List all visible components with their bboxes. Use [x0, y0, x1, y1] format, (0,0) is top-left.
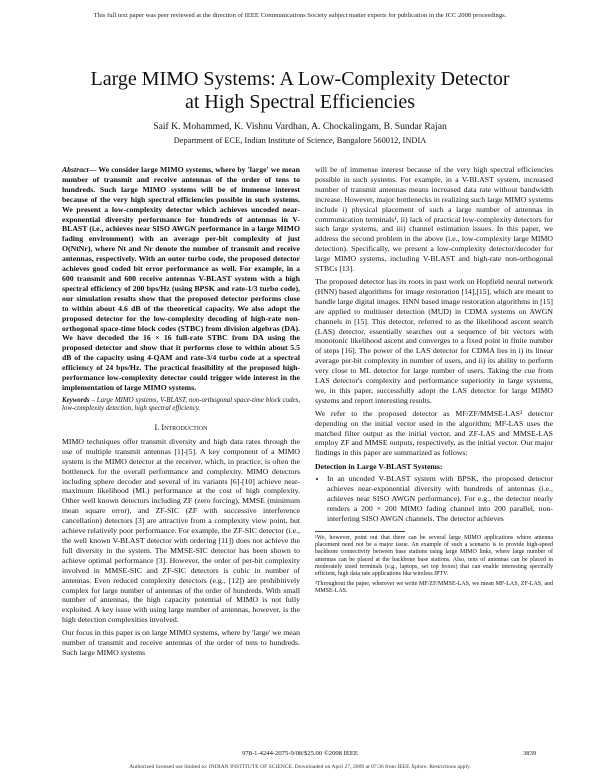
- right-paragraph-3: We refer to the proposed detector as MF/ZF/MMSE-LAS² detector depending on the initial vector used in the algorithm; MF-LAS uses the matched filter output as the initial vector, and ZF-LAS and MMSE-LAS employ ZF and MMSE outputs, respectively, as the initial vector. Our major findings in this paper are summarized as follows:: [315, 408, 553, 458]
- findings-list: [315, 474, 553, 524]
- keywords-label: Keywords: [62, 396, 90, 404]
- paper-title: [0, 68, 600, 114]
- subsection-heading: Detection in Large V-BLAST Systems:: [315, 462, 443, 472]
- right-column: [315, 165, 553, 597]
- left-column: [62, 165, 300, 661]
- abstract-lead: Abstract: [62, 165, 89, 174]
- abstract: [62, 165, 300, 393]
- authorization-note: Authorized licensed use limited to: INDIAN INSTITUTE OF SCIENCE. Downloaded on April 27, 2009 at 07:36 from IEEE Xplore. Restrictions apply.: [129, 764, 471, 770]
- footnote-1: ¹We, however, point out that there can be several large MIMO applications where antenna placement need not be a major issue. An example of such a scenario is to provide high-speed backbone connectivity between base stations using large MIMO links, where large number of antennas can be placed at the backbone base stations. Also, tens of antennas can be placed in moderately sized terminals (e.g., laptops, set top boxes) that can enable interesting spectrally efficient, high data rate applications like wireless IPTV.: [315, 534, 553, 578]
- title-line-1: Large MIMO Systems: A Low-Complexity Detector: [90, 68, 510, 90]
- page-number: 3839: [523, 750, 537, 757]
- keywords-text: – Large MIMO systems, V-BLAST, non-orthogonal space-time block codes, low-complexity detection, high spectral efficiency.: [62, 396, 300, 413]
- intro-paragraph-2: Our focus in this paper is on large MIMO systems, where by 'large' we mean number of transmit and receive antennas of the order of tens to hundreds. Such large MIMO systems: [62, 628, 300, 657]
- title-line-2: at High Spectral Efficiencies: [184, 91, 416, 113]
- author-list: Saif K. Mohammed, K. Vishnu Vardhan, A. Chockalingam, B. Sundar Rajan: [153, 121, 447, 132]
- copyright-id: 978-1-4244-2075-9/08/$25.00 ©2008 IEEE: [242, 750, 358, 757]
- affiliation: Department of ECE, Indian Institute of Science, Bangalore 560012, INDIA: [173, 136, 427, 145]
- footnote-2: ²Throughout the paper, wherever we write MF/ZF/MMSE-LAS, we mean MF-LAS, ZF-LAS, and MMSE-LAS.: [315, 580, 553, 594]
- right-paragraph-1: will be of immense interest because of the very high spectral efficiencies possible in such systems. For example, in a V-BLAST system, increased number of transmit antennas means increased data rate without bandwidth increase. However, major bottlenecks in realizing such large MIMO systems include i) physical placement of such a large number of antennas in communication terminals¹, ii) lack of practical low-complexity detectors for such large systems, and iii) channel estimation issues. In this paper, we address the second problem in the above (i.e., low-complexity large MIMO detection). Specifically, we present a low-complexity detector/decoder for large MIMO systems, including V-BLAST and high-rate non-orthogonal STBCs [13].: [315, 165, 553, 274]
- keywords: [62, 397, 300, 414]
- abstract-text: — We consider large MIMO systems, where by 'large' we mean number of transmit and receive antennas of the order of tens to hundreds. Such large MIMO systems will be of immense interest because of the very high spectral efficiencies possible in such systems. We present a low-complexity detector which achieves uncoded near-exponential diversity performance for hundreds of antennas in V-BLAST (i.e., achieves near SISO AWGN performance in a large MIMO fading environment) with an average per-bit complexity of just O(NtNr), where Nt and Nr denote the number of transmit and receive antennas, respectively. With an outer turbo code, the proposed detector achieves good coded bit error performance as well. For example, in a 600 transmit and 600 receive antennas V-BLAST system with a high spectral efficiency of 200 bps/Hz (using BPSK and rate-1/3 turbo code), our simulation results show that the proposed detector performs close to within about 4.6 dB of the theoretical capacity. We also adopt the proposed detector for the low-complexity decoding of high-rate non-orthogonal space-time block codes (STBC) from division algebras (DA). We have decoded the 16 × 16 full-rate STBC from DA using the proposed detector and show that it performs close to within about 5.5 dB of the capacity using 4-QAM and rate-3/4 turbo code at a spectral efficiency of 24 bps/Hz. The practical feasibility of the proposed high-performance low-complexity detector could trigger wide interest in the implementation of large MIMO systems.: [62, 165, 300, 392]
- intro-paragraph-1: MIMO techniques offer transmit diversity and high data rates through the use of multiple transmit antennas [1]-[5]. A key component of a MIMO system is the MIMO detector at the receiver, which, in practice, is often the bottleneck for the overall performance and complexity. MIMO detectors including sphere decoder and several of its variants [6]-[10] achieve near-maximum likelihood (ML) performance at the cost of high complexity. Other well known detectors including ZF (zero forcing), MMSE (minimum mean square error), and ZF-SIC (ZF with successive interference cancellation) detectors [3] are attractive from a complexity view point, but achieve relatively poor performance. For example, the ZF-SIC detector (i.e., the well known V-BLAST detector with ordering [11]) does not achieve the full diversity in the system. The MMSE-SIC detector has been shown to achieve optimal performance [3]. However, the order of per-bit complexity involved in MMSE-SIC and ZF-SIC detectors is cubic in number of antennas. Even reduced complexity detectors (e.g., [12]) are prohibitively complex for large number of antennas of the order of hundreds. With small number of antennas, the high capacity potential of MIMO is not fully exploited. A key issue with using large number of antennas, however, is the high detection complexities involved.: [62, 436, 300, 625]
- list-item: • In an uncoded V-BLAST system with BPSK, the proposed detector achieves near-exponential diversity with hundreds of antennas (i.e., achieves near SISO AWGN performance). For e.g., the detector nearly renders a 200 × 200 MIMO fading channel into 200 parallel, non-interfering SISO AWGN channels. The detector achieves: [327, 474, 553, 524]
- section-heading-introduction: I. Introduction: [154, 423, 208, 433]
- footnote-divider: [315, 531, 405, 532]
- right-paragraph-2: The proposed detector has its roots in past work on Hopfield neural network (HNN) based algorithms for image restoration [14],[15], which are meant to handle large digital images. HNN based image restoration algorithms in [15] are applied to multiuser detection (MUD) in CDMA systems on AWGN channels in [15]. This detector, referred to as the likelihood ascent search (LAS) detector, essentially searches out a sequence of bit vectors with monotonic likelihood ascent and converges to a fixed point in finite number of steps [16]. The power of the LAS detector for CDMA lies in i) its linear average per-bit complexity in number of users, and ii) its ability to perform very close to ML detector for large number of users. Taking the cue from LAS detector's complexity and performance superiority in large systems, we, in this paper, successfully adopt the LAS detector for large MIMO systems and report interesting results.: [315, 276, 553, 405]
- header-note: This full text paper was peer reviewed at the direction of IEEE Communications Society subject matter experts for publication in the ICC 2008 proceedings.: [93, 12, 507, 19]
